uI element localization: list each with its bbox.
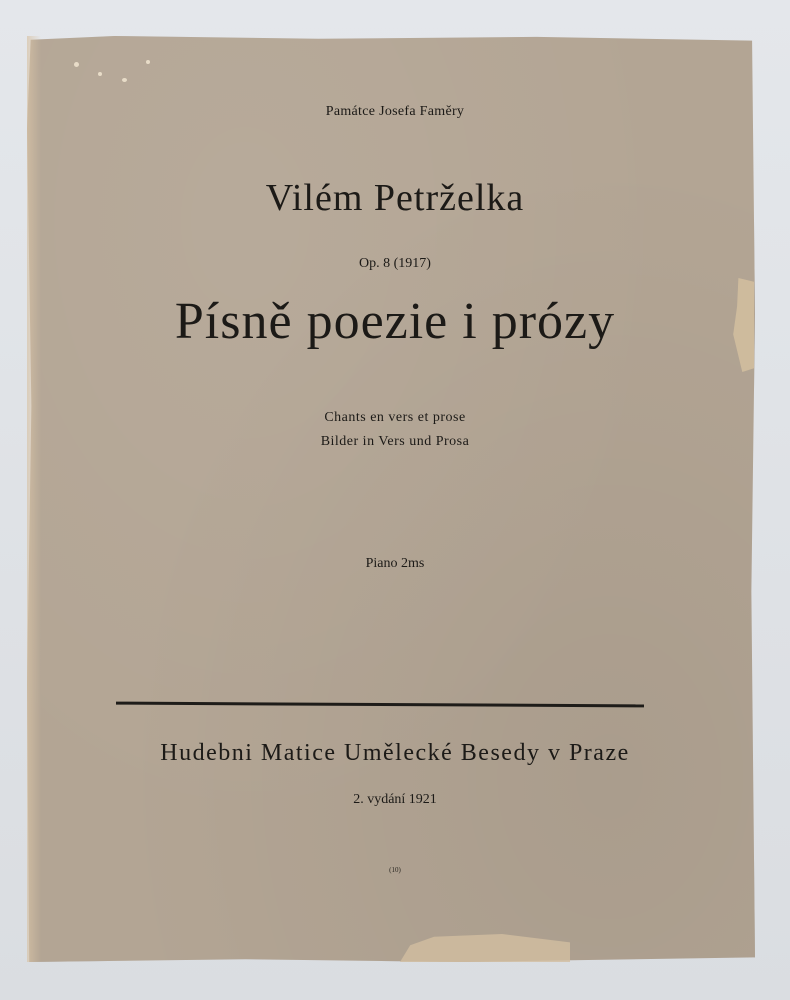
paper-hole — [146, 60, 150, 64]
paper-hole — [122, 78, 127, 82]
subtitle-french: Chants en vers et prose — [324, 410, 466, 425]
sheet-music-cover — [27, 36, 755, 962]
plate-number: (10) — [389, 866, 401, 874]
paper-edge-wear — [27, 36, 41, 962]
paper-hole — [98, 72, 102, 76]
edition-info: 2. vydání 1921 — [353, 792, 437, 807]
publisher-name: Hudebni Matice Umělecké Besedy v Praze — [160, 740, 630, 766]
work-title: Písně poezie i prózy — [174, 293, 616, 350]
instrumentation: Piano 2ms — [365, 556, 425, 571]
paper-hole — [74, 62, 79, 67]
dedication: Památce Josefa Faměry — [325, 104, 465, 119]
subtitle-german: Bilder in Vers und Prosa — [320, 434, 470, 449]
opus-number: Op. 8 (1917) — [359, 256, 431, 271]
composer-name: Vilém Petrželka — [265, 177, 525, 219]
